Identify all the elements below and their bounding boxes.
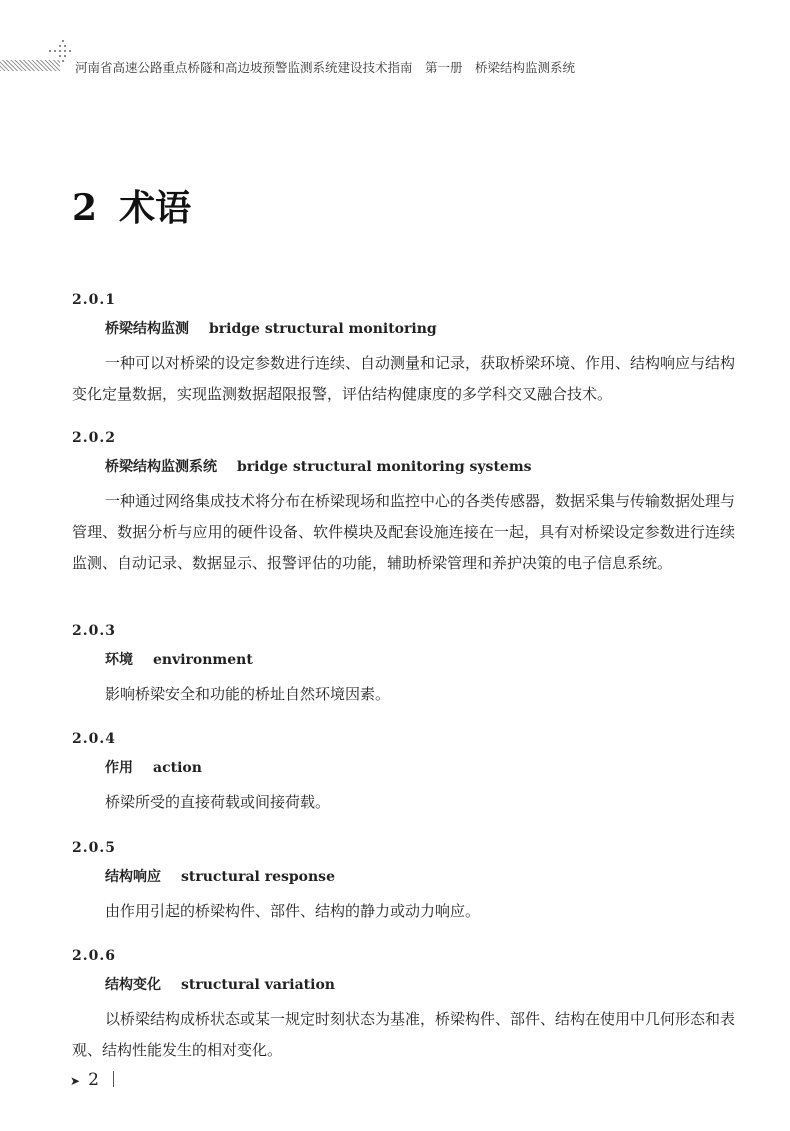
chapter-title [72, 180, 191, 231]
term-zh: 桥梁结构监测 [105, 321, 189, 337]
term-heading [72, 645, 735, 675]
term-zh: 作用 [105, 760, 133, 776]
term-definition: 由作用引起的桥梁构件、部件、结构的静力或动力响应。 [105, 902, 481, 920]
term-number: 2.0.5 [72, 840, 116, 856]
term-definition: 一种通过网络集成技术将分布在桥梁现场和监控中心的各类传感器，数据采集与传输数据处理与管理、数据分析与应用的硬件设备、软件模块及配套设施连接在一起，具有对桥梁设定参数进行连续监测、自动记录、数据显示、报警评估的功能，辅助桥梁管理和养护决策的电子信息系统。 [72, 492, 736, 572]
term-en: environment [153, 652, 253, 668]
term-number: 2.0.2 [72, 430, 116, 446]
header-dots-decoration [48, 40, 78, 74]
page-number: 2 [88, 1070, 99, 1090]
term-zh: 结构响应 [105, 869, 161, 885]
term-en: structural variation [181, 977, 335, 993]
term-number: 2.0.6 [72, 948, 116, 964]
page-footer [70, 1070, 114, 1090]
term-definition: 一种可以对桥梁的设定参数进行连续、自动测量和记录，获取桥梁环境、作用、结构响应与结构变化定量数据，实现监测数据超限报警，评估结构健康度的多学科交叉融合技术。 [72, 354, 736, 403]
term-heading [72, 753, 735, 783]
chapter-number: 2 [72, 187, 98, 229]
term-entry [72, 725, 735, 818]
term-entry [72, 424, 735, 579]
term-heading [72, 862, 735, 892]
term-heading [72, 970, 735, 1000]
arrow-icon: ➤ [70, 1074, 81, 1088]
term-en: bridge structural monitoring systems [237, 459, 532, 475]
running-header [0, 58, 790, 75]
footer-divider [113, 1071, 114, 1087]
term-entry [72, 286, 735, 410]
header-text: 河南省高速公路重点桥隧和高边坡预警监测系统建设技术指南 第一册 桥梁结构监测系统 [75, 60, 576, 75]
term-zh: 结构变化 [105, 977, 161, 993]
term-number: 2.0.3 [72, 623, 116, 639]
term-definition: 影响桥梁安全和功能的桥址自然环境因素。 [105, 685, 391, 703]
term-heading [72, 452, 735, 482]
term-heading [72, 314, 735, 344]
term-entry [72, 617, 735, 710]
term-zh: 桥梁结构监测系统 [105, 459, 217, 475]
chapter-name: 术语 [119, 187, 192, 229]
term-definition: 以桥梁结构成桥状态或某一规定时刻状态为基准，桥梁构件、部件、结构在使用中几何形态和表观、结构性能发生的相对变化。 [72, 1010, 736, 1059]
term-definition: 桥梁所受的直接荷载或间接荷载。 [105, 793, 331, 811]
term-entry [72, 834, 735, 927]
term-en: bridge structural monitoring [209, 321, 437, 337]
term-entry [72, 942, 735, 1066]
term-number: 2.0.1 [72, 292, 116, 308]
term-en: structural response [181, 869, 335, 885]
term-en: action [153, 760, 202, 776]
term-number: 2.0.4 [72, 731, 116, 747]
term-zh: 环境 [105, 652, 133, 668]
